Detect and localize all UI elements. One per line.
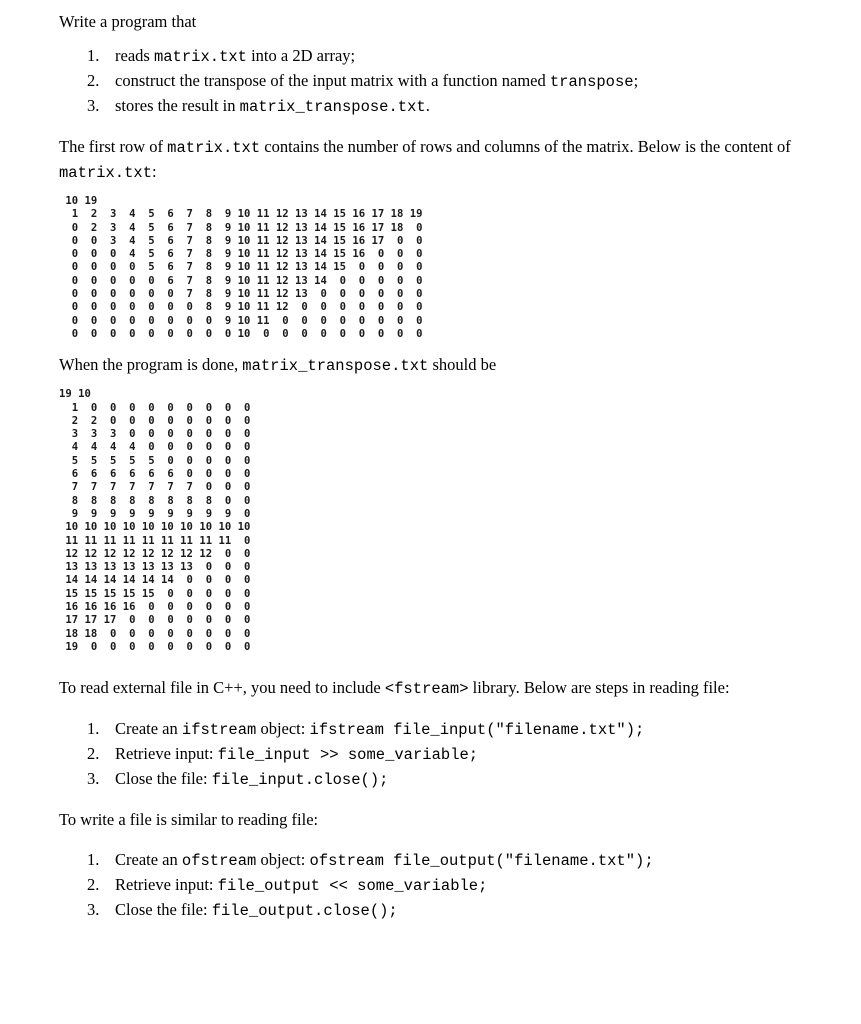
input-matrix: 10 19 1 2 3 4 5 6 7 8 9 10 11 12 13 14 15 16 17 18 19 0 2 3 4 5 6 7 8 9 10 11 12 13 14 15 16 17 18 0 0 0 3 4 5 6 7 8 9 10 11 12 13 14 15 16 17 0 0 0 0 0 4 5 6 7 8 9 10 11 12 13 14 15 16 0 0 0 0 0 0 0 5 6 7 8 9 10 11 12 13 14 15 0 0 0 0 0 0 0 0 0 6 7 8 9 10 11 12 13 14 0 0 0 0 0 0 0 0 0 0 0 7 8 9 10 11 12 13 0 0 0 0 0 0 0 0 0 0 0 0 0 8 9 10 11 12 0 0 0 0 0 0 0 0 0 0 0 0 0 0 0 9 10 11 0 0 0 0 0 0 0 0 0 0 0 0 0 0 0 0 0 10 0 0 0 0 0 0 0 0 0 [65,195,423,340]
list-item [59,94,839,119]
text-fragment: Create an [115,850,182,870]
code-fragment: matrix_transpose.txt [239,98,426,116]
code-fragment: matrix.txt [167,139,261,157]
list-number: 3. [87,96,100,115]
description-paragraph [59,135,839,185]
list-item [59,742,839,767]
code-fragment: ofstream [181,852,257,871]
list-number: 2. [87,71,100,90]
code-fragment: ifstream file_input("filename.txt"); [309,721,645,740]
list-item [59,767,839,792]
code-fragment: matrix_transpose.txt [242,357,429,376]
text-fragment: Close the file: [115,769,212,789]
text-fragment: construct the transpose of the input matrix with a function named [115,71,550,90]
list-item [59,44,839,69]
code-fragment: ifstream [181,721,257,740]
list-item [59,898,839,923]
text-fragment: contains the number of rows and columns of the matrix. Below is the content of [260,137,791,156]
text-fragment: The first row of [59,137,168,156]
text-fragment: To read external file in C++, you need to include [59,678,385,698]
read-steps-list [59,717,839,792]
read-intro-paragraph [59,676,839,701]
code-fragment: transpose [549,73,634,91]
text-fragment: Retrieve input: [115,744,218,764]
text-fragment: When the program is done, [59,355,243,375]
code-fragment: file_output.close(); [211,902,398,921]
list-item [59,848,839,873]
code-fragment: matrix.txt [153,48,247,66]
text-fragment: should be [428,355,497,375]
list-number: 3. [87,769,100,789]
code-fragment: file_input.close(); [211,771,389,790]
text-fragment: ; [633,71,639,90]
list-number: 1. [87,46,100,65]
code-fragment: file_output << some_variable; [217,877,488,896]
task-list [59,44,839,119]
text-fragment: stores the result in [115,96,240,115]
code-fragment: matrix.txt [59,164,153,182]
intro-text: Write a program that [59,12,197,31]
text-fragment: object: [256,719,310,739]
list-number: 1. [87,850,100,870]
code-fragment: <fstream> [384,680,469,699]
output-matrix: 19 10 1 0 0 0 0 0 0 0 0 0 2 2 0 0 0 0 0 0 0 0 3 3 3 0 0 0 0 0 0 0 4 4 4 4 0 0 0 0 0 0 5 5 5 5 5 0 0 0 0 0 6 6 6 6 6 6 0 0 0 0 7 7 7 7 7 7 7 0 0 0 8 8 8 8 8 8 8 8 0 0 9 9 9 9 9 9 9 9 9 0 10 10 10 10 10 10 10 10 10 10 11 11 11 11 11 11 11 11 11 0 12 12 12 12 12 12 12 12 0 0 13 13 13 13 13 13 13 0 0 0 14 14 14 14 14 14 0 0 0 0 15 15 15 15 15 0 0 0 0 0 16 16 16 16 0 0 0 0 0 0 17 17 17 0 0 0 0 0 0 0 18 18 0 0 0 0 0 0 0 0 19 0 0 0 0 0 0 0 0 0 [59,388,251,653]
code-fragment: file_input >> some_variable; [217,746,479,765]
text-fragment: Retrieve input: [115,875,218,895]
write-steps-list [59,848,839,923]
text-fragment: reads [115,46,154,65]
list-number: 2. [87,875,100,895]
write-intro-paragraph [59,808,839,832]
text-fragment: Close the file: [115,900,212,920]
text-fragment: : [152,162,157,181]
list-item [59,873,839,898]
document-page [59,10,839,923]
text-fragment: . [425,96,430,115]
list-number: 3. [87,900,100,920]
list-item [59,69,839,94]
text-fragment: library. Below are steps in reading file: [468,678,730,698]
text-fragment: into a 2D array; [246,46,356,65]
text-fragment: To write a file is similar to reading file: [59,810,319,830]
when-done-paragraph [59,353,839,378]
text-fragment: Create an [115,719,182,739]
text-fragment: object: [256,850,310,870]
code-fragment: ofstream file_output("filename.txt"); [309,852,654,871]
list-item [59,717,839,742]
list-number: 1. [87,719,100,739]
list-number: 2. [87,744,100,764]
